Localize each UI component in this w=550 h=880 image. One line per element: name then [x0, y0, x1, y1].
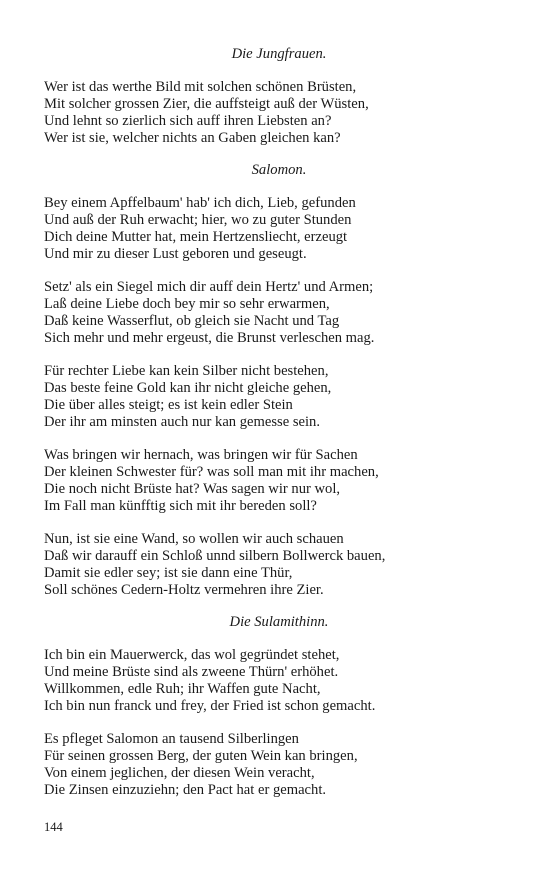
- verse-line: Bey einem Apffelbaum' hab' ich dich, Lieb, gefunden: [44, 195, 356, 211]
- stanza: [44, 447, 514, 515]
- verse-line: Daß keine Wasserflut, ob gleich sie Nacht und Tag: [44, 313, 340, 329]
- verse-line: Von einem jeglichen, der diesen Wein veracht,: [44, 765, 315, 781]
- verse-line: Dich deine Mutter hat, mein Hertzensliecht, erzeugt: [44, 229, 348, 245]
- verse-line: Für rechter Liebe kan kein Silber nicht bestehen,: [44, 363, 329, 379]
- verse-line: Wer ist sie, welcher nichts an Gaben gleichen kan?: [44, 130, 341, 146]
- verse-line: Sich mehr und mehr ergeust, die Brunst verleschen mag.: [44, 330, 375, 346]
- stanza: [44, 195, 514, 263]
- verse-line: Soll schönes Cedern-Holtz vermehren ihre Zier.: [44, 582, 324, 598]
- verse-line: Das beste feine Gold kan ihr nicht gleiche gehen,: [44, 380, 332, 396]
- verse-line: Und lehnt so zierlich sich auff ihren Liebsten an?: [44, 113, 332, 129]
- verse-line: Und meine Brüste sind als zweene Thürn' erhöhet.: [44, 664, 339, 680]
- verse-line: Die über alles steigt; es ist kein edler Stein: [44, 397, 293, 413]
- verse-line: Was bringen wir hernach, was bringen wir für Sachen: [44, 447, 358, 463]
- stanza: [44, 279, 514, 347]
- stanza: [44, 531, 514, 599]
- verse-line: Daß wir darauff ein Schloß unnd silbern Bollwerck bauen,: [44, 548, 386, 564]
- page-number: 144: [44, 820, 63, 834]
- verse-line: Und auß der Ruh erwacht; hier, wo zu guter Stunden: [44, 212, 352, 228]
- verse-line: Der kleinen Schwester für? was soll man mit ihr machen,: [44, 464, 379, 480]
- stanza: [44, 731, 514, 799]
- verse-line: Mit solcher grossen Zier, die auffsteigt auß der Wüsten,: [44, 96, 369, 112]
- verse-line: Es pfleget Salomon an tausend Silberlingen: [44, 731, 299, 747]
- verse-line: Der ihr am minsten auch nur kan gemesse sein.: [44, 414, 320, 430]
- stanza: [44, 363, 514, 431]
- verse-line: Im Fall man künfftig sich mit ihr bereden soll?: [44, 498, 317, 514]
- verse-line: Die noch nicht Brüste hat? Was sagen wir nur wol,: [44, 481, 341, 497]
- stanza: [44, 647, 514, 715]
- poem-page: [44, 46, 514, 799]
- speaker-heading: Die Sulamithinn.: [229, 614, 329, 630]
- verse-line: Ich bin ein Mauerwerck, das wol gegründet stehet,: [44, 647, 340, 663]
- verse-line: Ich bin nun franck und frey, der Fried ist schon gemacht.: [44, 698, 376, 714]
- stanza: [44, 79, 514, 147]
- verse-line: Nun, ist sie eine Wand, so wollen wir auch schauen: [44, 531, 344, 547]
- verse-line: Willkommen, edle Ruh; ihr Waffen gute Nacht,: [44, 681, 321, 697]
- verse-line: Damit sie edler sey; ist sie dann eine Thür,: [44, 565, 293, 581]
- verse-line: Für seinen grossen Berg, der guten Wein kan bringen,: [44, 748, 358, 764]
- verse-line: Wer ist das werthe Bild mit solchen schönen Brüsten,: [44, 79, 357, 95]
- speaker-heading: Salomon.: [251, 162, 307, 178]
- speaker-heading: Die Jungfrauen.: [231, 46, 327, 62]
- verse-line: Laß deine Liebe doch bey mir so sehr erwarmen,: [44, 296, 330, 312]
- verse-line: Und mir zu dieser Lust geboren und geseugt.: [44, 246, 307, 262]
- verse-line: Die Zinsen einzuziehn; den Pact hat er gemacht.: [44, 782, 327, 798]
- verse-line: Setz' als ein Siegel mich dir auff dein Hertz' und Armen;: [44, 279, 374, 295]
